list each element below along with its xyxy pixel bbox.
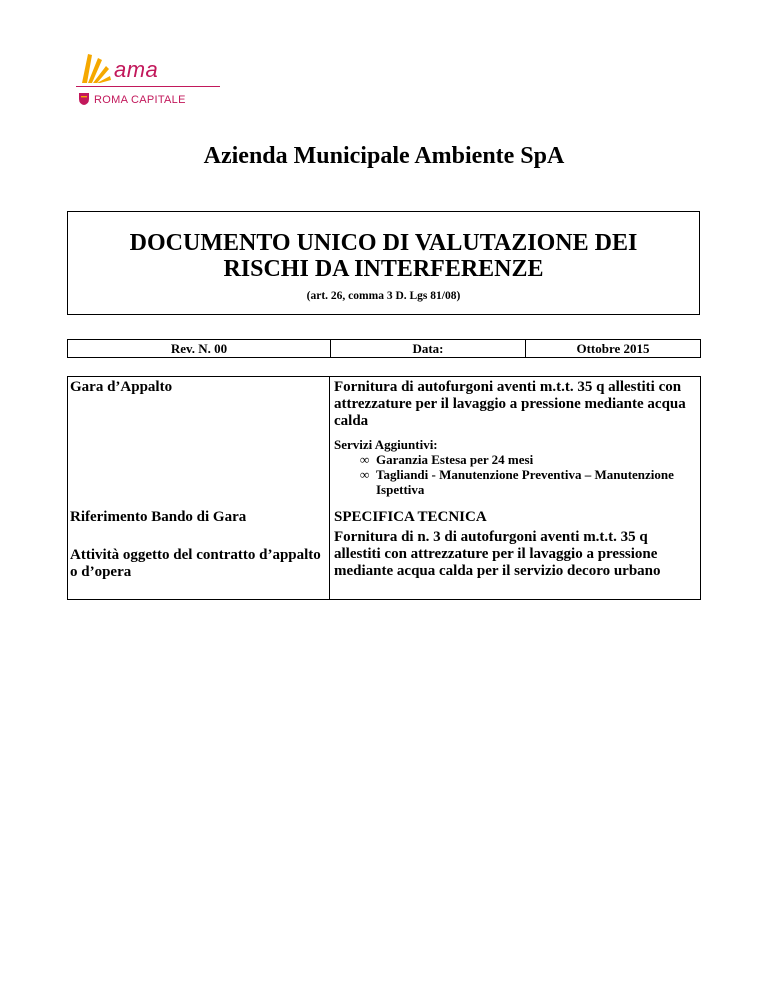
list-item <box>334 452 698 467</box>
tender-value: Fornitura di autofurgoni aventi m.t.t. 35 q allestiti con attrezzature per il lavaggio a pressione mediante acqua calda <box>334 379 686 429</box>
document-title-line1: DOCUMENTO UNICO DI VALUTAZIONE DEI <box>129 230 638 256</box>
extra-services-list <box>334 452 698 497</box>
bullet-icon: ∞ <box>360 467 370 482</box>
tender-label: Gara d’Appalto <box>68 377 330 506</box>
document-title <box>68 230 699 282</box>
logo-subtitle: ROMA CAPITALE <box>94 94 186 106</box>
tender-cell <box>330 377 701 506</box>
sun-rays-icon <box>78 52 112 84</box>
tender-reference-value: SPECIFICA TECNICA <box>330 505 701 527</box>
document-title-line2: RISCHI DA INTERFERENZE <box>223 256 544 282</box>
list-item <box>334 467 698 497</box>
logo-name: ama <box>114 57 159 82</box>
ama-logo <box>76 52 226 112</box>
table-row <box>68 527 701 600</box>
table-row <box>68 505 701 527</box>
company-name: Azienda Municipale Ambiente SpA <box>203 143 565 169</box>
extra-service-text: Garanzia Estesa per 24 mesi <box>376 452 534 467</box>
extra-service-text: Tagliandi - Manutenzione Preventiva – Manutenzione Ispettiva <box>376 467 674 497</box>
bullet-icon: ∞ <box>360 452 370 467</box>
date-label: Data: <box>331 340 526 358</box>
document-title-box <box>67 211 700 315</box>
revision-number: Rev. N. 00 <box>68 340 331 358</box>
date-value: Ottobre 2015 <box>526 340 701 358</box>
contract-activity-label: Attività oggetto del contratto d’appalto o d’opera <box>68 527 330 600</box>
tender-reference-label: Riferimento Bando di Gara <box>68 505 330 527</box>
revision-table <box>67 339 701 358</box>
logo-divider <box>76 86 220 87</box>
roma-shield-icon <box>78 92 90 106</box>
law-reference: (art. 26, comma 3 D. Lgs 81/08) <box>306 290 461 302</box>
contract-info-table <box>67 376 701 600</box>
table-row <box>68 377 701 506</box>
contract-activity-value: Fornitura di n. 3 di autofurgoni aventi m.t.t. 35 q allestiti con attrezzature per il lavaggio a pressione mediante acqua calda per il servizio decoro urbano <box>330 527 701 600</box>
extra-services-title: Servizi Aggiuntivi: <box>334 437 438 452</box>
